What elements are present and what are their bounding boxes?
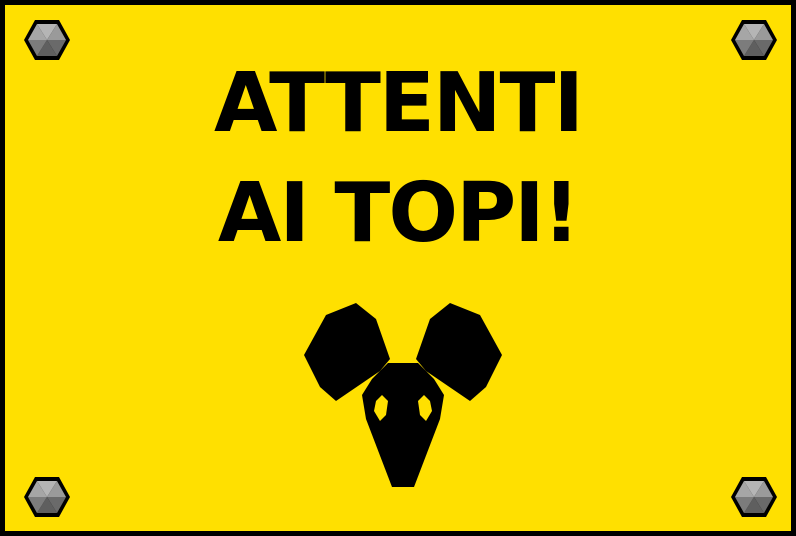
headline-line-1: ATTENTI bbox=[214, 56, 582, 151]
headline-line-2: AI TOPI! bbox=[217, 166, 579, 261]
hex-bolt-icon bbox=[730, 19, 778, 61]
mouse-head-icon bbox=[298, 297, 508, 492]
hex-bolt-icon bbox=[23, 19, 71, 61]
mouse-head bbox=[362, 363, 444, 487]
hex-bolt-icon bbox=[730, 476, 778, 518]
hex-bolt-icon bbox=[23, 476, 71, 518]
